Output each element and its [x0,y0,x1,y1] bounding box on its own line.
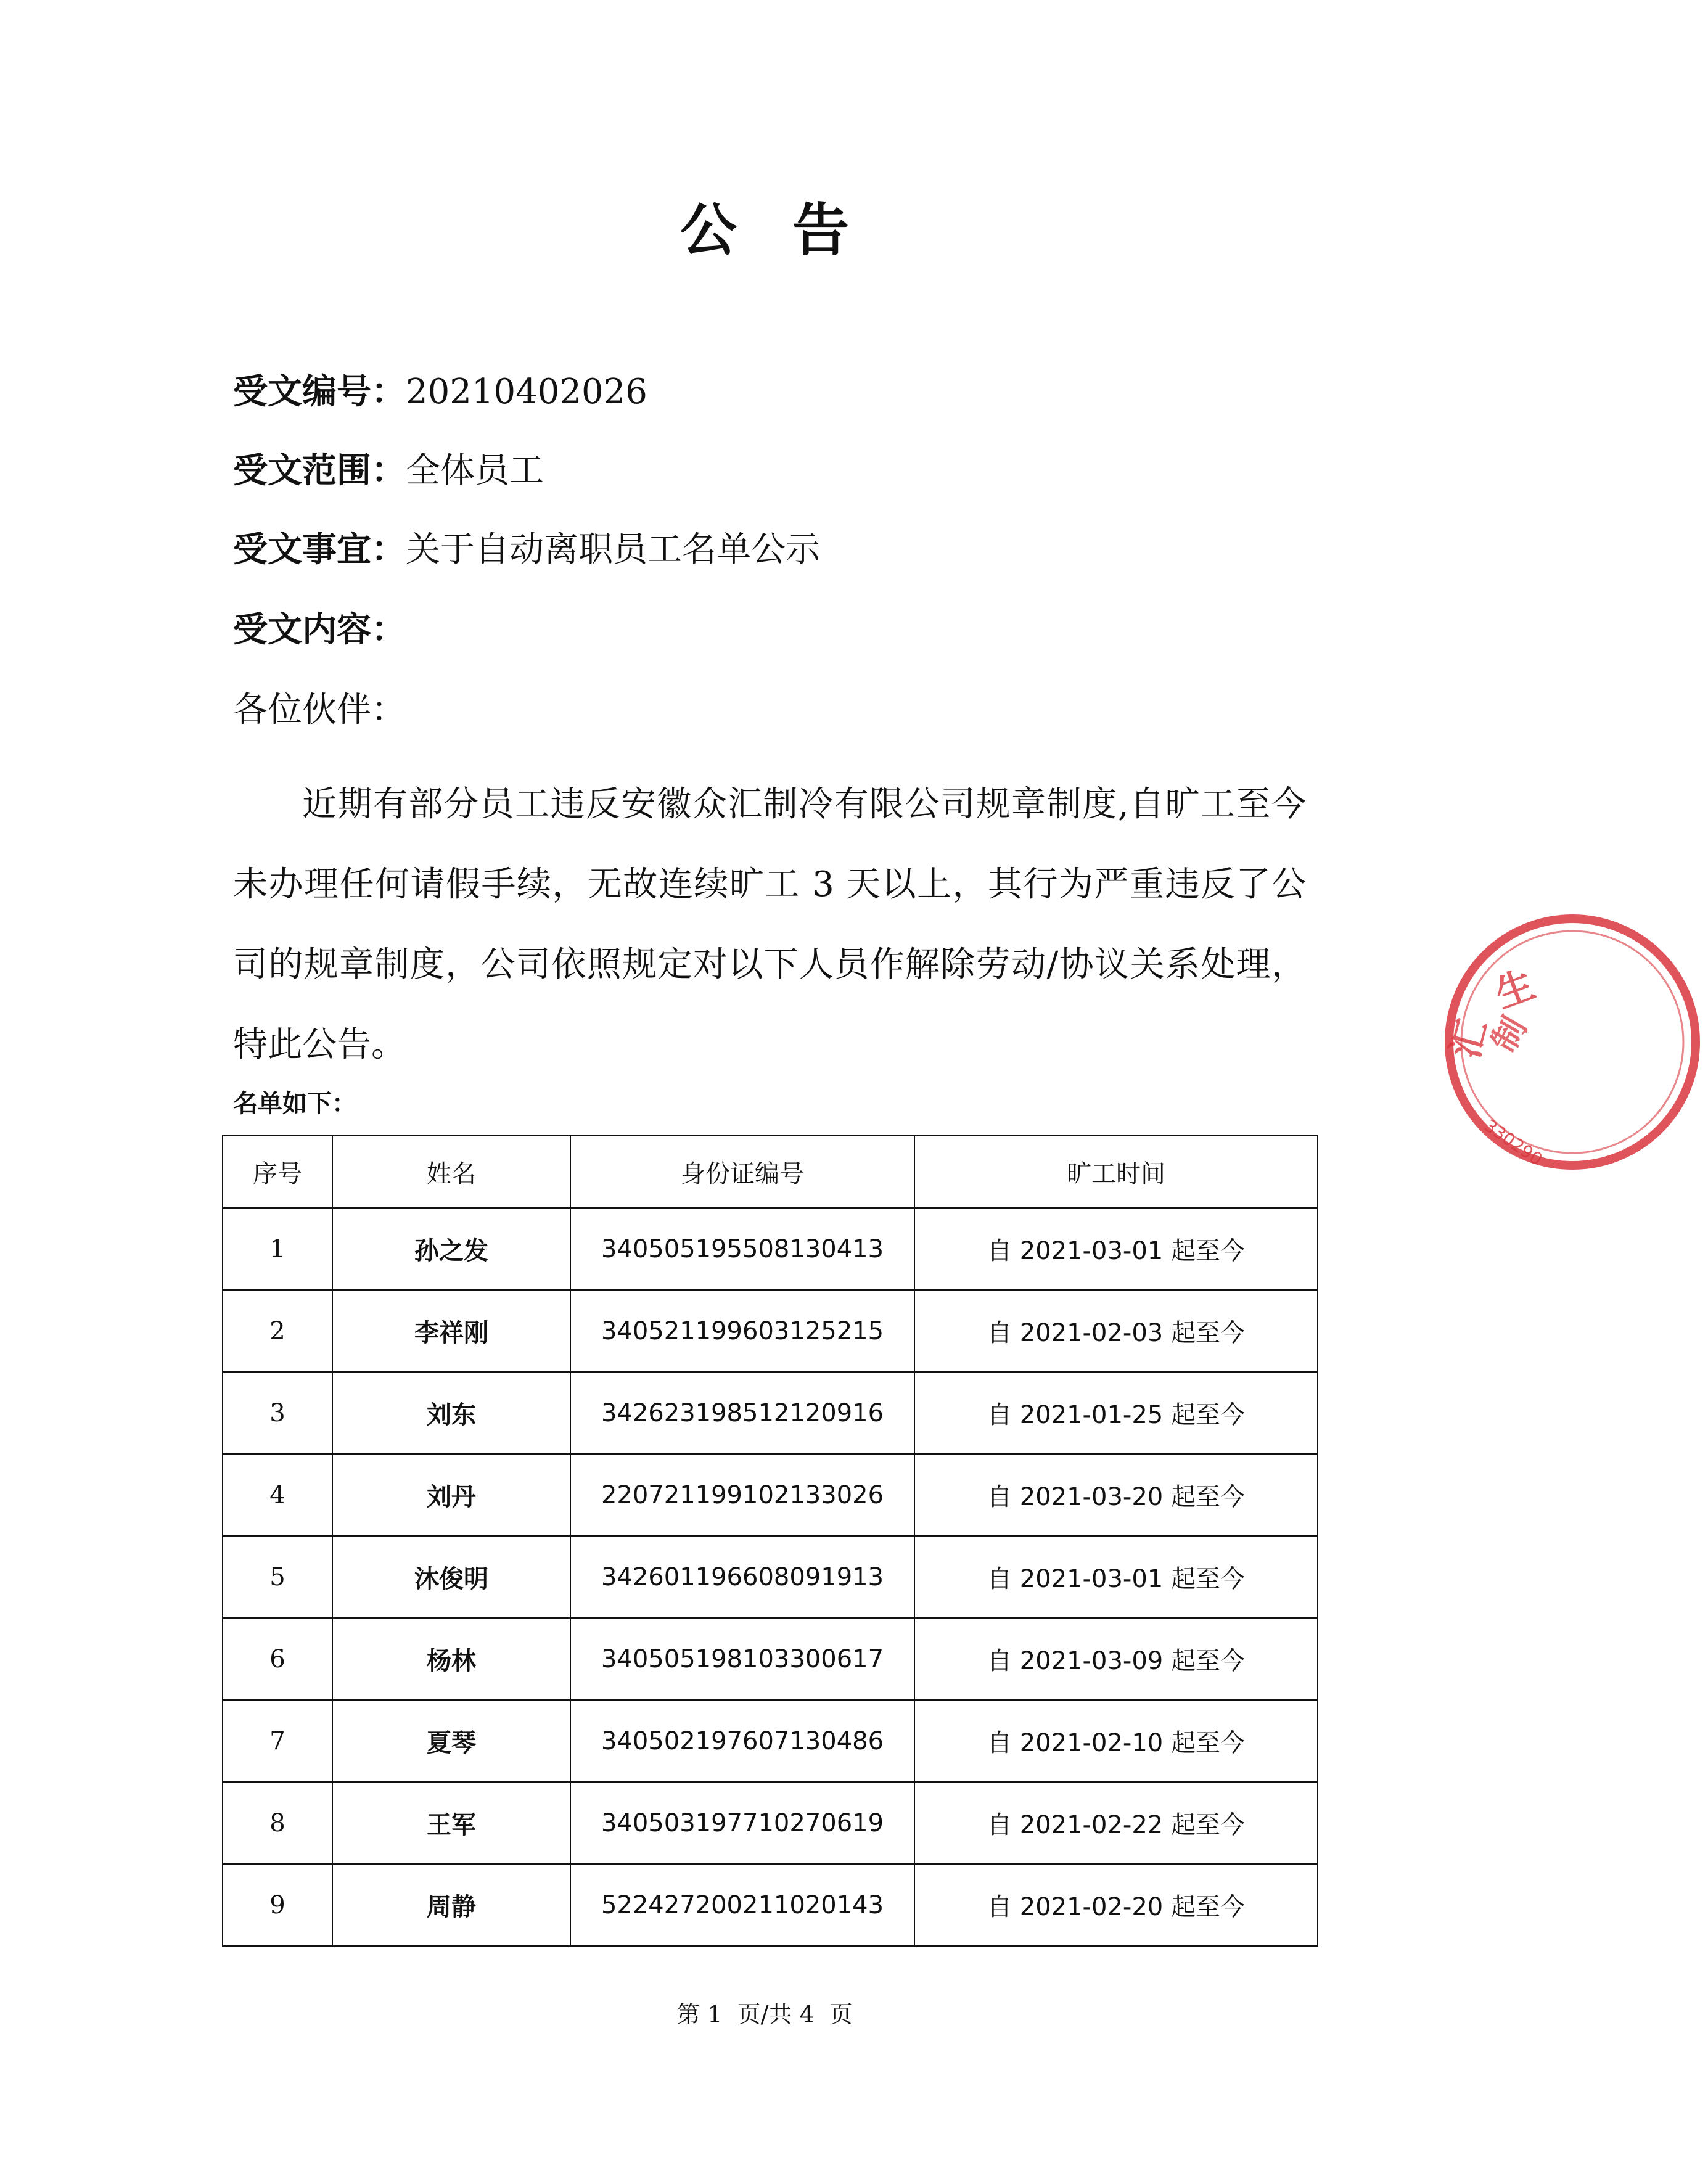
row-time: 自 2021-02-20 起至今 [914,1864,1318,1946]
company-seal-icon [1437,906,1708,1178]
row-time: 自 2021-03-01 起至今 [914,1536,1318,1618]
row-name: 李祥刚 [332,1290,570,1372]
row-id: 340505195508130413 [570,1208,914,1290]
meta-scope [233,446,544,496]
row-id: 220721199102133026 [570,1454,914,1536]
table-row [223,1864,1318,1946]
row-time: 自 2021-03-20 起至今 [914,1454,1318,1536]
meta-label: 受文事宜： [233,530,406,570]
table-row [223,1700,1318,1782]
row-name: 夏琴 [332,1700,570,1782]
row-id: 340505198103300617 [570,1618,914,1700]
table-row [223,1536,1318,1618]
row-id: 342623198512120916 [570,1372,914,1454]
meta-value: 20210402026 [406,372,647,412]
row-no: 5 [223,1536,332,1618]
row-id: 340503197710270619 [570,1782,914,1864]
row-no: 3 [223,1372,332,1454]
row-name: 杨林 [332,1618,570,1700]
row-id: 342601196608091913 [570,1536,914,1618]
row-time: 自 2021-02-22 起至今 [914,1782,1318,1864]
row-no: 7 [223,1700,332,1782]
greeting: 各位伙伴： [233,690,406,730]
notice-body: 近期有部分员工违反安徽众汇制冷有限公司规章制度,自旷工至今未办理任何请假手续，无故连续旷工 3 天以上，其行为严重违反了公司的规章制度，公司依照规定对以下人员作解除劳动/协议关系处理，特此公告。 [233,784,1306,1065]
row-no: 8 [223,1782,332,1864]
row-name: 周静 [332,1864,570,1946]
notice-title: 公告 [680,197,905,263]
meta-value: 全体员工 [406,451,544,491]
table-row [223,1618,1318,1700]
seal-code: 330290 [1480,1115,1546,1170]
row-time: 自 2021-01-25 起至今 [914,1372,1318,1454]
row-name: 刘东 [332,1372,570,1454]
row-name: 王军 [332,1782,570,1864]
row-time: 自 2021-02-03 起至今 [914,1290,1318,1372]
meta-label: 受文范围： [233,451,406,491]
meta-label: 受文编号： [233,372,406,412]
header-id: 身份证编号 [570,1135,914,1208]
row-id: 522427200211020143 [570,1864,914,1946]
row-name: 孙之发 [332,1208,570,1290]
seal-char: 汇 [1442,1014,1496,1063]
meta-document-number [233,367,647,417]
row-name: 沐俊明 [332,1536,570,1618]
table-header-row [223,1135,1318,1208]
employee-table [222,1135,1318,1947]
page-footer: 第 1 页/共 4 页 [676,2001,853,2028]
seal-char: 制 [1484,1010,1535,1059]
list-title: 名单如下： [233,1090,356,1118]
header-name: 姓名 [332,1135,570,1208]
meta-subject [233,525,820,575]
row-time: 自 2021-03-09 起至今 [914,1618,1318,1700]
row-no: 1 [223,1208,332,1290]
row-no: 2 [223,1290,332,1372]
table-row [223,1454,1318,1536]
row-name: 刘丹 [332,1454,570,1536]
meta-label: 受文内容： [233,610,406,650]
row-no: 6 [223,1618,332,1700]
row-id: 340502197607130486 [570,1700,914,1782]
row-time: 自 2021-03-01 起至今 [914,1208,1318,1290]
row-time: 自 2021-02-10 起至今 [914,1700,1318,1782]
meta-value: 关于自动离职员工名单公示 [406,530,820,570]
header-no: 序号 [223,1135,332,1208]
seal-char: 生 [1489,961,1541,1017]
header-time: 旷工时间 [914,1135,1318,1208]
table-row [223,1782,1318,1864]
table-row [223,1372,1318,1454]
table-row [223,1208,1318,1290]
row-id: 340521199603125215 [570,1290,914,1372]
table-row [223,1290,1318,1372]
row-no: 4 [223,1454,332,1536]
meta-content [233,605,406,655]
row-no: 9 [223,1864,332,1946]
